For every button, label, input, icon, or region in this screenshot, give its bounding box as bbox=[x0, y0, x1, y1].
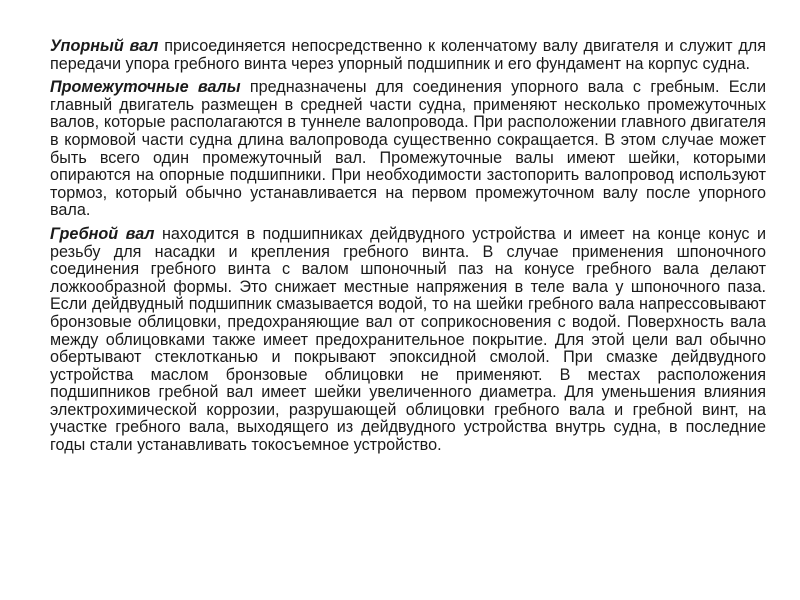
term-thrust-shaft: Упорный вал bbox=[50, 37, 159, 55]
paragraph-thrust-shaft bbox=[50, 38, 766, 73]
document-body bbox=[50, 38, 766, 461]
paragraph-text: присоединяется непосредственно к коленчатому валу двигателя и служит для передачи упора гребного винта через упорный подшипник и его фундамент на корпус судна. bbox=[50, 37, 767, 73]
term-intermediate-shafts: Промежуточные валы bbox=[50, 78, 241, 97]
paragraph-text: находится в подшипниках дейдвудного устройства и имеет на конце конус и резьбу для насадки и крепления гребного винта. В случае применения шпоночного соединения гребного винта с валом шпоночный паз на конусе гребного вала делают ложкообразной формы. Это снижает местные напряжения в теле вала у шпоночного паза. Если дейдвудный подшипник смазывается водой, то на шейки гребного вала напрессовывают бронзовые облицовки, предохраняющие вал от соприкосновения с водой. Поверхность вала между облицовками также имеет предохранительное покрытие. Для этой цели вал обычно обертывают стеклотканью и покрывают эпоксидной смолой. При смазке дейдвудного устройства маслом бронзовые облицовки не применяют. В местах расположения подшипников гребной вал имеет шейки увеличенного диаметра. Для уменьшения влияния электрохимической коррозии, разрушающей облицовки гребного вала и гребной винт, на участке гребного вала, выходящего из дейдвудного устройства внутрь судна, в последние годы стали устанавливать токосъемное устройство. bbox=[50, 224, 767, 455]
paragraph-propeller-shaft bbox=[50, 226, 766, 455]
paragraph-intermediate-shafts bbox=[50, 79, 766, 220]
paragraph-text: предназначены для соединения упорного вала с гребным. Если главный двигатель размещен в средней части судна, применяют несколько промежуточных валов, которые располагаются в туннеле валопровода. При расположении главного двигателя в кормовой части судна длина валопровода существенно сокращается. В этом случае может быть всего один промежуточный вал. Промежуточные валы имеют шейки, которыми опираются на опорные подшипники. При необходимости застопорить валопровод используют тормоз, который обычно устанавливается на первом промежуточном валу после упорного вала. bbox=[50, 78, 767, 220]
term-propeller-shaft: Гребной вал bbox=[50, 224, 155, 243]
